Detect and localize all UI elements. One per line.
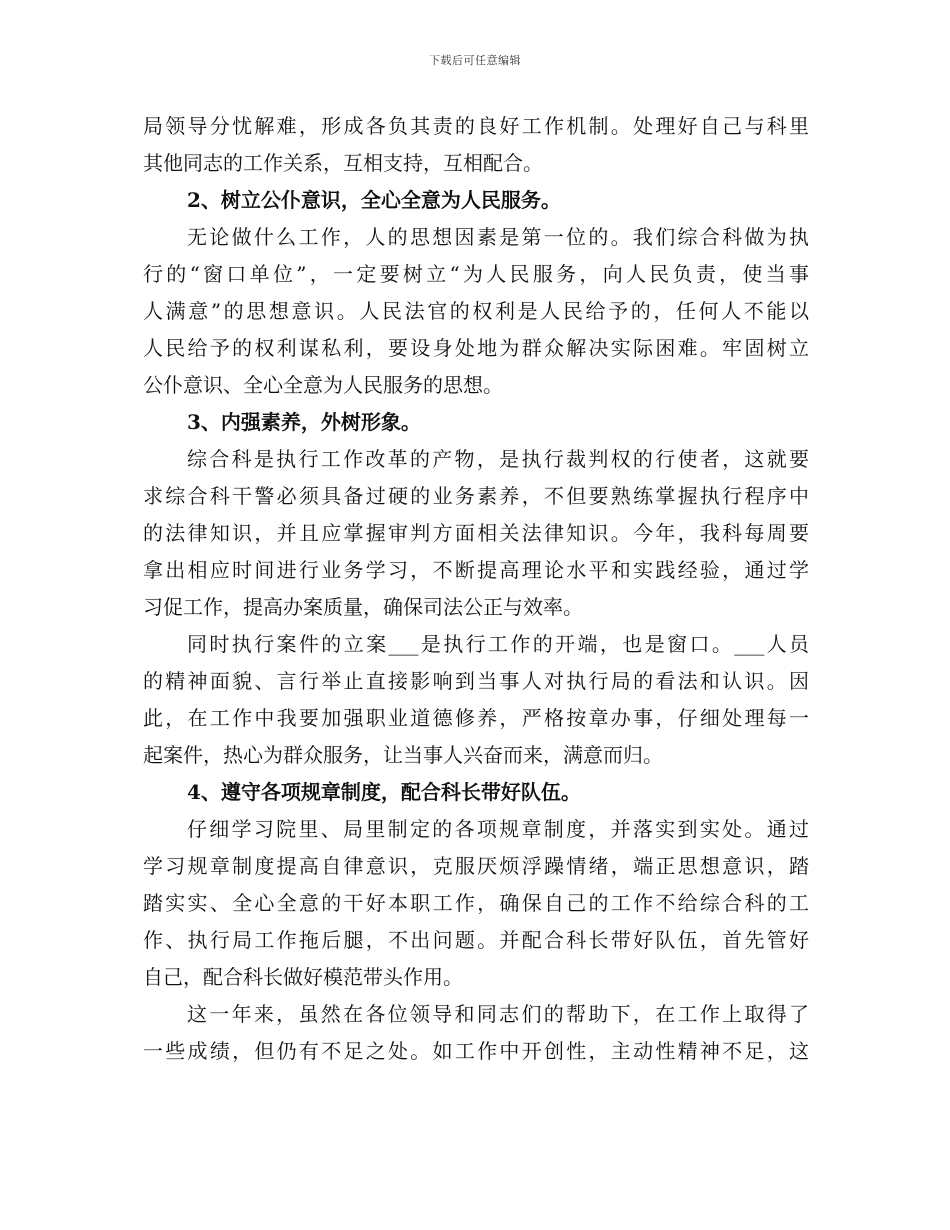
text-line: 人民给予的权利谋私利，要设身处地为群众解决实际困难。牢固树立: [143, 336, 809, 360]
text-line: 局领导分忧解难，形成各负其责的良好工作机制。处理好自己与科里: [143, 114, 809, 138]
text-line: 同时执行案件的立案___是执行工作的开端，也是窗口。___人员: [187, 632, 809, 656]
text-line: 的法律知识，并且应掌握审判方面相关法律知识。今年，我科每周要: [143, 521, 809, 545]
text-line: 综合科是执行工作改革的产物，是执行裁判权的行使者，这就要: [187, 447, 809, 471]
text-line: 人满意”的思想意识。人民法官的权利是人民给予的，任何人不能以: [143, 299, 809, 323]
text-line: 习促工作，提高办案质量，确保司法公正与效率。: [143, 595, 583, 619]
text-line: 仔细学习院里、局里制定的各项规章制度，并落实到实处。通过: [187, 817, 809, 841]
text-line: 求综合科干警必须具备过硬的业务素养，不但要熟练掌握执行程序中: [143, 484, 809, 508]
text-line: 无论做什么工作，人的思想因素是第一位的。我们综合科做为执: [187, 225, 809, 249]
text-line: 起案件，热心为群众服务，让当事人兴奋而来，满意而归。: [143, 743, 663, 767]
text-line: 自己，配合科长做好模范带头作用。: [143, 965, 463, 989]
text-line: 的精神面貌、言行举止直接影响到当事人对执行局的看法和认识。因: [143, 669, 809, 693]
page-header: 下载后可任意编辑: [429, 54, 521, 67]
section-heading: 4、遵守各项规章制度，配合科长带好队伍。: [187, 780, 581, 804]
text-line: 行的“窗口单位”，一定要树立“为人民服务，向人民负责，使当事: [143, 262, 809, 286]
section-heading: 2、树立公仆意识，全心全意为人民服务。: [187, 188, 561, 212]
text-line: 学习规章制度提高自律意识，克服厌烦浮躁情绪，端正思想意识，踏: [143, 854, 809, 878]
section-heading: 3、内强素养，外树形象。: [187, 410, 421, 434]
text-line: 公仆意识、全心全意为人民服务的思想。: [143, 373, 503, 397]
document-body: [143, 108, 809, 1070]
text-line: 踏实实、全心全意的干好本职工作，确保自己的工作不给综合科的工: [143, 891, 809, 915]
text-line: 一些成绩，但仍有不足之处。如工作中开创性，主动性精神不足，这: [143, 1039, 809, 1063]
text-line: 拿出相应时间进行业务学习，不断提高理论水平和实践经验，通过学: [143, 558, 809, 582]
text-line: 作、执行局工作拖后腿，不出问题。并配合科长带好队伍，首先管好: [143, 928, 809, 952]
text-line: 这一年来，虽然在各位领导和同志们的帮助下，在工作上取得了: [187, 1002, 809, 1026]
text-line: 此，在工作中我要加强职业道德修养，严格按章办事，仔细处理每一: [143, 706, 809, 730]
text-line: 其他同志的工作关系，互相支持，互相配合。: [143, 151, 543, 175]
